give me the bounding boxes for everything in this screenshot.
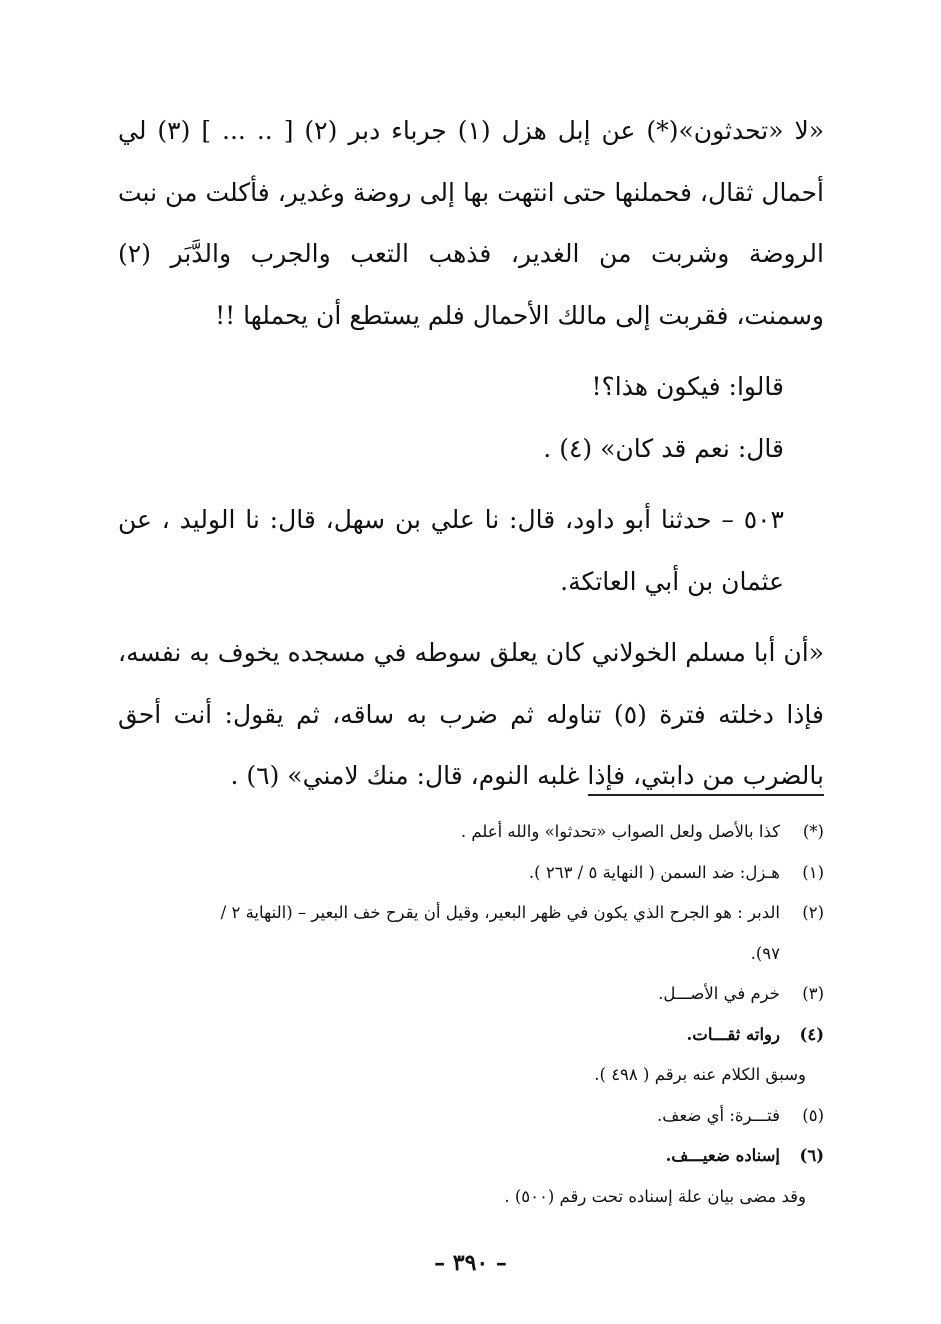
footnote-2-continuation: ٩٧).	[750, 943, 780, 963]
footnote-6	[118, 1136, 824, 1177]
footnote-6-detail: وقد مضى بيان علة إسناده تحت رقم (٥٠٠) .	[504, 1186, 806, 1206]
footnote-4-detail: وسبق الكلام عنه برقم ( ٤٩٨ ).	[594, 1065, 806, 1084]
footnote-number: (٢)	[802, 903, 824, 922]
paragraph-hadith-camels: «لا «تحدثون»(*) عن إبل هزل (١) جرباء دبر (٢) [ .. ... ] (٣) لي أحمال ثقال، فحملنها حتى انتهت بها إلى روضة وغدير، فأكلت من نبت الروضة وشربت من الغدير، فذهب التعب والجرب والدَّبَر (٢) وسمنت، فقربت إلى مالك الأحمال فلم يستطع أن يحملها !!	[118, 116, 824, 330]
main-text	[118, 100, 824, 807]
footnote-number: (*)	[802, 822, 824, 841]
footnote-2	[118, 893, 824, 934]
footnote-text: هـزل: ضد السمن ( النهاية ٥ / ٢٦٣ ).	[528, 862, 780, 882]
footnote-number: (٥)	[802, 1105, 824, 1125]
paragraph-answer: قال: نعم قد كان» (٤) .	[543, 433, 784, 463]
footnote-star	[118, 812, 824, 853]
footnote-text: فتـــرة: أي ضعف.	[657, 1105, 780, 1125]
footnote-5	[118, 1096, 824, 1137]
paragraph-isnad-503: ٥٠٣ – حدثنا أبو داود، قال: نا علي بن سهل، قال: نا الوليد ، عن عثمان بن أبي العاتكة.	[118, 505, 784, 596]
footnote-text: إسناده ضعيـــف.	[665, 1146, 780, 1165]
footnote-text: خرم في الأصـــل.	[658, 984, 780, 1003]
paragraph-question: قالوا: فيكون هذا؟!	[591, 372, 784, 401]
footnote-text: الدبر : هو الجرح الذي يكون في ظهر البعير، وقيل أن يقرح خف البعير – (النهاية ٢ /	[220, 903, 780, 922]
footnote-text: رواته ثقـــات.	[686, 1024, 780, 1044]
footnote-number: (٤)	[799, 1024, 824, 1044]
footnote-text: كذا بالأصل ولعل الصواب «تحدثوا» والله أعلم .	[460, 822, 780, 841]
footnotes	[118, 812, 824, 1217]
footnote-number: (١)	[802, 862, 824, 882]
footnote-number: (٦)	[799, 1146, 824, 1165]
paragraph-hadith-khawlani: «أن أبا مسلم الخولاني كان يعلق سوطه في مسجده يخوف به نفسه، فإذا دخلته فترة (٥) تناوله ثم ضرب به ساقه، ثم يقول: أنت أحق بالضرب من دابتي، فإذا غلبه النوم، قال: منك لامني» (٦) .	[118, 638, 824, 790]
footnote-number: (٣)	[802, 984, 824, 1003]
footnote-1	[118, 853, 824, 894]
page-number: – ٣٩٠ –	[434, 1250, 507, 1276]
footnote-divider	[588, 794, 824, 796]
footnote-4	[118, 1015, 824, 1056]
footnote-3	[118, 974, 824, 1015]
